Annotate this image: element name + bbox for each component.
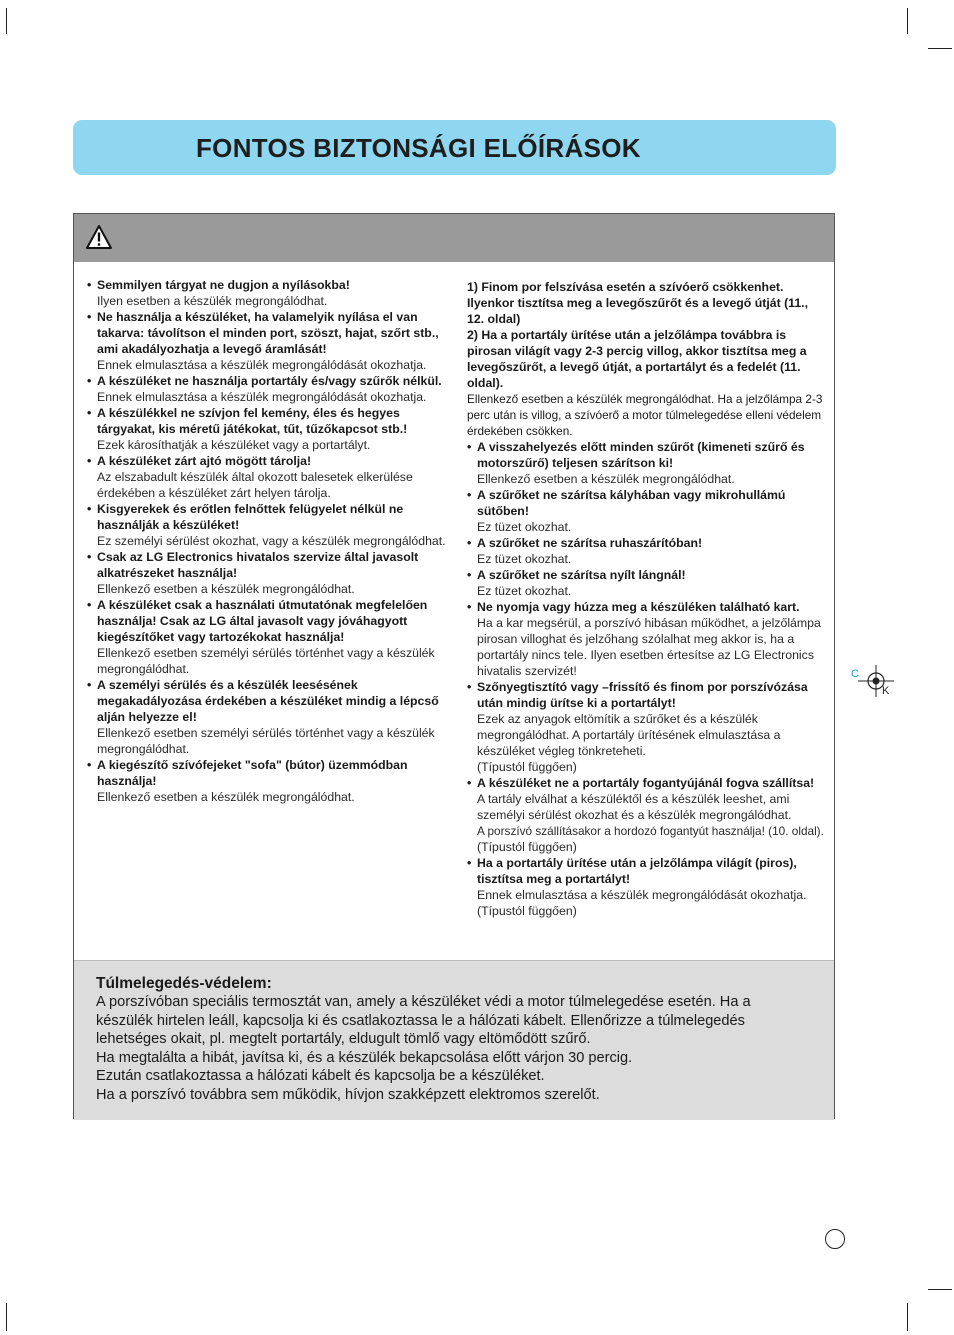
right-intro-1: 1) Finom por felszívása esetén a szívóerő csökkenhet. Ilyenkor tisztítsa meg a levegőszűrőt és a levegő útját (11., 12. oldal) — [467, 280, 809, 326]
bullet: • — [467, 536, 472, 550]
page-title: FONTOS BIZTONSÁGI ELŐÍRÁSOK — [196, 133, 641, 163]
left-column — [87, 277, 447, 805]
item-heading: A készüléket ne a portartály fogantyújánál fogva szállítsa! — [477, 776, 815, 790]
item-heading: A készüléket ne használja portartály és/vagy szűrők nélkül. — [97, 374, 442, 388]
item-body: Ennek elmulasztása a készülék megrongálódását okozhatja. — [97, 390, 427, 404]
registration-label-c: C — [851, 668, 859, 680]
thermal-title: Túlmelegedés-védelem: — [96, 975, 272, 992]
bullet: • — [87, 406, 92, 420]
right-item — [467, 679, 827, 775]
item-body: Ezek az anyagok eltömítik a szűrőket és a készülék megrongálódhat. A portartály ürítésének elmulasztása a készüléket végleg tönkreteheti. — [477, 712, 781, 758]
item-body: Ha a kar megsérül, a porszívó hibásan működhet, a jelzőlámpa pirosan villoghat és jelzőhang szólalhat meg akkor is, ha a portartály nincs tele. Ilyen esetben értesítse az LG Electronics hivatalis szervizét! — [477, 616, 821, 678]
item-heading: A készüléket csak a használati útmutatónak megfelelően használja! Csak az LG által javasolt vagy jóváhagyott kiegészítőket vagy tartozékokat használja! — [97, 598, 428, 644]
left-item — [87, 405, 447, 453]
bullet: • — [467, 600, 472, 614]
left-item — [87, 677, 447, 757]
item-heading: A kiegészítő szívófejeket "sofa" (bútor) üzemmódban használja! — [97, 758, 408, 788]
left-item — [87, 549, 447, 597]
thermal-line: lehetséges okait, pl. megtelt portartály, eldugult tömlő vagy eltömődött szűrő. — [96, 1031, 591, 1047]
item-body: Ellenkező esetben a készülék megrongálódhat. — [97, 582, 355, 596]
item-heading: Ne nyomja vagy húzza meg a készüléken található kart. — [477, 600, 800, 614]
crop-mark — [6, 1303, 7, 1331]
item-body: Ez személyi sérülést okozhat, vagy a készülék megrongálódhat. — [97, 534, 446, 548]
right-column — [467, 279, 827, 919]
item-body: Ennek elmulasztása a készülék megrongálódását okozhatja. — [97, 358, 427, 372]
item-heading: Ne használja a készüléket, ha valamelyik nyílása el van takarva: távolítson el minden port, szöszt, hajat, szőrt stb., ami akadályozhatja a levegő áramlását! — [97, 310, 439, 356]
right-item — [467, 487, 827, 535]
item-heading: A szűrőket ne szárítsa kályhában vagy mikrohullámú sütőben! — [477, 488, 786, 518]
bullet: • — [87, 678, 92, 692]
item-heading: A visszahelyezés előtt minden szűrőt (kimeneti szűrő és motorszűrő) teljesen szárítson ki! — [477, 440, 805, 470]
item-body: Ez tüzet okozhat. — [477, 552, 572, 566]
model-note: (Típustól függően) — [477, 760, 577, 774]
model-note: (Típustól függően) — [477, 840, 577, 854]
thermal-text — [96, 993, 811, 1104]
thermal-line: Ha a porszívó továbbra sem működik, hívjon szakképzett elektromos szerelőt. — [96, 1086, 600, 1103]
crop-mark — [928, 48, 952, 49]
crop-mark — [907, 1303, 908, 1331]
item-body: Ellenkező esetben a készülék megrongálódhat. — [97, 790, 355, 804]
item-heading: Semmilyen tárgyat ne dugjon a nyílásokba! — [97, 278, 350, 292]
item-heading: Ha a portartály ürítése után a jelzőlámpa világít (piros), tisztítsa meg a portartályt! — [477, 856, 797, 886]
crop-mark — [907, 8, 908, 34]
thermal-line: Ezután csatlakoztassa a hálózati kábelt és kapcsolja be a készüléket. — [96, 1068, 545, 1084]
right-item — [467, 775, 827, 855]
warning-triangle-icon — [85, 224, 113, 250]
bullet: • — [87, 502, 92, 516]
bullet: • — [467, 680, 472, 694]
registration-label-k: K — [882, 685, 890, 697]
bullet: • — [87, 374, 92, 388]
left-item — [87, 453, 447, 501]
warning-header-bar — [74, 214, 834, 262]
right-item — [467, 535, 827, 567]
crop-mark — [6, 8, 7, 34]
bullet: • — [87, 550, 92, 564]
item-heading: A személyi sérülés és a készülék leesésének megakadályozása érdekében a készüléket mindig a lépcső alján helyezze el! — [97, 678, 439, 724]
right-item — [467, 599, 827, 679]
item-heading: Csak az LG Electronics hivatalos szervize által javasolt alkatrészeket használja! — [97, 550, 419, 580]
item-body: Ellenkező esetben személyi sérülés történhet vagy a készülék megrongálódhat. — [97, 646, 435, 676]
right-intro-3: Ellenkező esetben a készülék megrongálódhat. Ha a jelzőlámpa 2-3 perc után is villog, a szívóerő a motor túlmelegedése elleni védelem érdekében csökken. — [467, 392, 823, 438]
thermal-protection-box — [74, 960, 834, 1120]
item-heading: A szűrőket ne szárítsa ruhaszárítóban! — [477, 536, 703, 550]
item-heading: Szőnyegtisztító vagy –frissítő és finom por porszívózása után mindig ürítse ki a portartályt! — [477, 680, 808, 710]
item-body: Ennek elmulasztása a készülék megrongálódását okozhatja. — [477, 888, 807, 902]
right-item — [467, 855, 827, 919]
item-body: Ez tüzet okozhat. — [477, 584, 572, 598]
bullet: • — [467, 440, 472, 454]
bullet: • — [87, 758, 92, 772]
title-banner — [73, 120, 836, 175]
item-body: A porszívó szállításakor a hordozó fogantyút használja! (10. oldal). — [477, 824, 824, 838]
warning-frame — [73, 213, 835, 1119]
left-item — [87, 757, 447, 805]
bullet: • — [87, 278, 92, 292]
model-note: (Típustól függően) — [477, 904, 577, 918]
crop-mark — [928, 1289, 952, 1290]
page-number-circle — [825, 1229, 845, 1249]
bullet: • — [467, 856, 472, 870]
right-item — [467, 439, 827, 487]
right-intro-2: 2) Ha a portartály ürítése után a jelzőlámpa továbbra is pirosan világít vagy 2-3 percig villog, akkor tisztítsa meg a levegőszűrőt, a levegő útját, a portartályt és a fedelét (11. oldal). — [467, 328, 807, 390]
thermal-line: készülék hirtelen leáll, kapcsolja ki és csatlakoztassa le a hálózati kábelt. Ellenőrizze a túlmelegedés — [96, 1012, 745, 1029]
bullet: • — [467, 776, 472, 790]
item-heading: A készülékkel ne szívjon fel kemény, éles és hegyes tárgyakat, kis méretű játékokat, tűt, tűzőkapcsot stb.! — [97, 406, 408, 436]
item-body: A tartály elválhat a készüléktől és a készülék leeshet, ami személyi sérülést okozhat és a készülék megrongálódhat. — [477, 792, 792, 822]
item-body: Ellenkező esetben a készülék megrongálódhat. — [477, 472, 735, 486]
bullet: • — [87, 310, 92, 324]
left-item — [87, 309, 447, 373]
left-item — [87, 597, 447, 677]
left-item — [87, 277, 447, 309]
item-heading: A szűrőket ne szárítsa nyílt lángnál! — [477, 568, 686, 582]
bullet: • — [467, 488, 472, 502]
item-body: Ezek károsíthatják a készüléket vagy a portartályt. — [97, 438, 371, 452]
item-body: Ilyen esetben a készülék megrongálódhat. — [97, 294, 328, 308]
thermal-line: Ha megtalálta a hibát, javítsa ki, és a készülék bekapcsolása előtt várjon 30 percig. — [96, 1049, 633, 1066]
bullet: • — [467, 568, 472, 582]
item-heading: A készüléket zárt ajtó mögött tárolja! — [97, 454, 312, 468]
item-body: Az elszabadult készülék által okozott balesetek elkerülése érdekében a készüléket zárt helyen tárolja. — [97, 470, 413, 500]
item-heading: Kisgyerekek és erőtlen felnőttek felügyelet nélkül ne használják a készüléket! — [97, 502, 404, 532]
bullet: • — [87, 598, 92, 612]
right-item — [467, 567, 827, 599]
left-item — [87, 501, 447, 549]
left-item — [87, 373, 447, 405]
item-body: Ellenkező esetben személyi sérülés történhet vagy a készülék megrongálódhat. — [97, 726, 435, 756]
item-body: Ez tüzet okozhat. — [477, 520, 572, 534]
bullet: • — [87, 454, 92, 468]
thermal-line: A porszívóban speciális termosztát van, amely a készüléket védi a motor túlmelegedése esetén. Ha a — [96, 994, 751, 1010]
